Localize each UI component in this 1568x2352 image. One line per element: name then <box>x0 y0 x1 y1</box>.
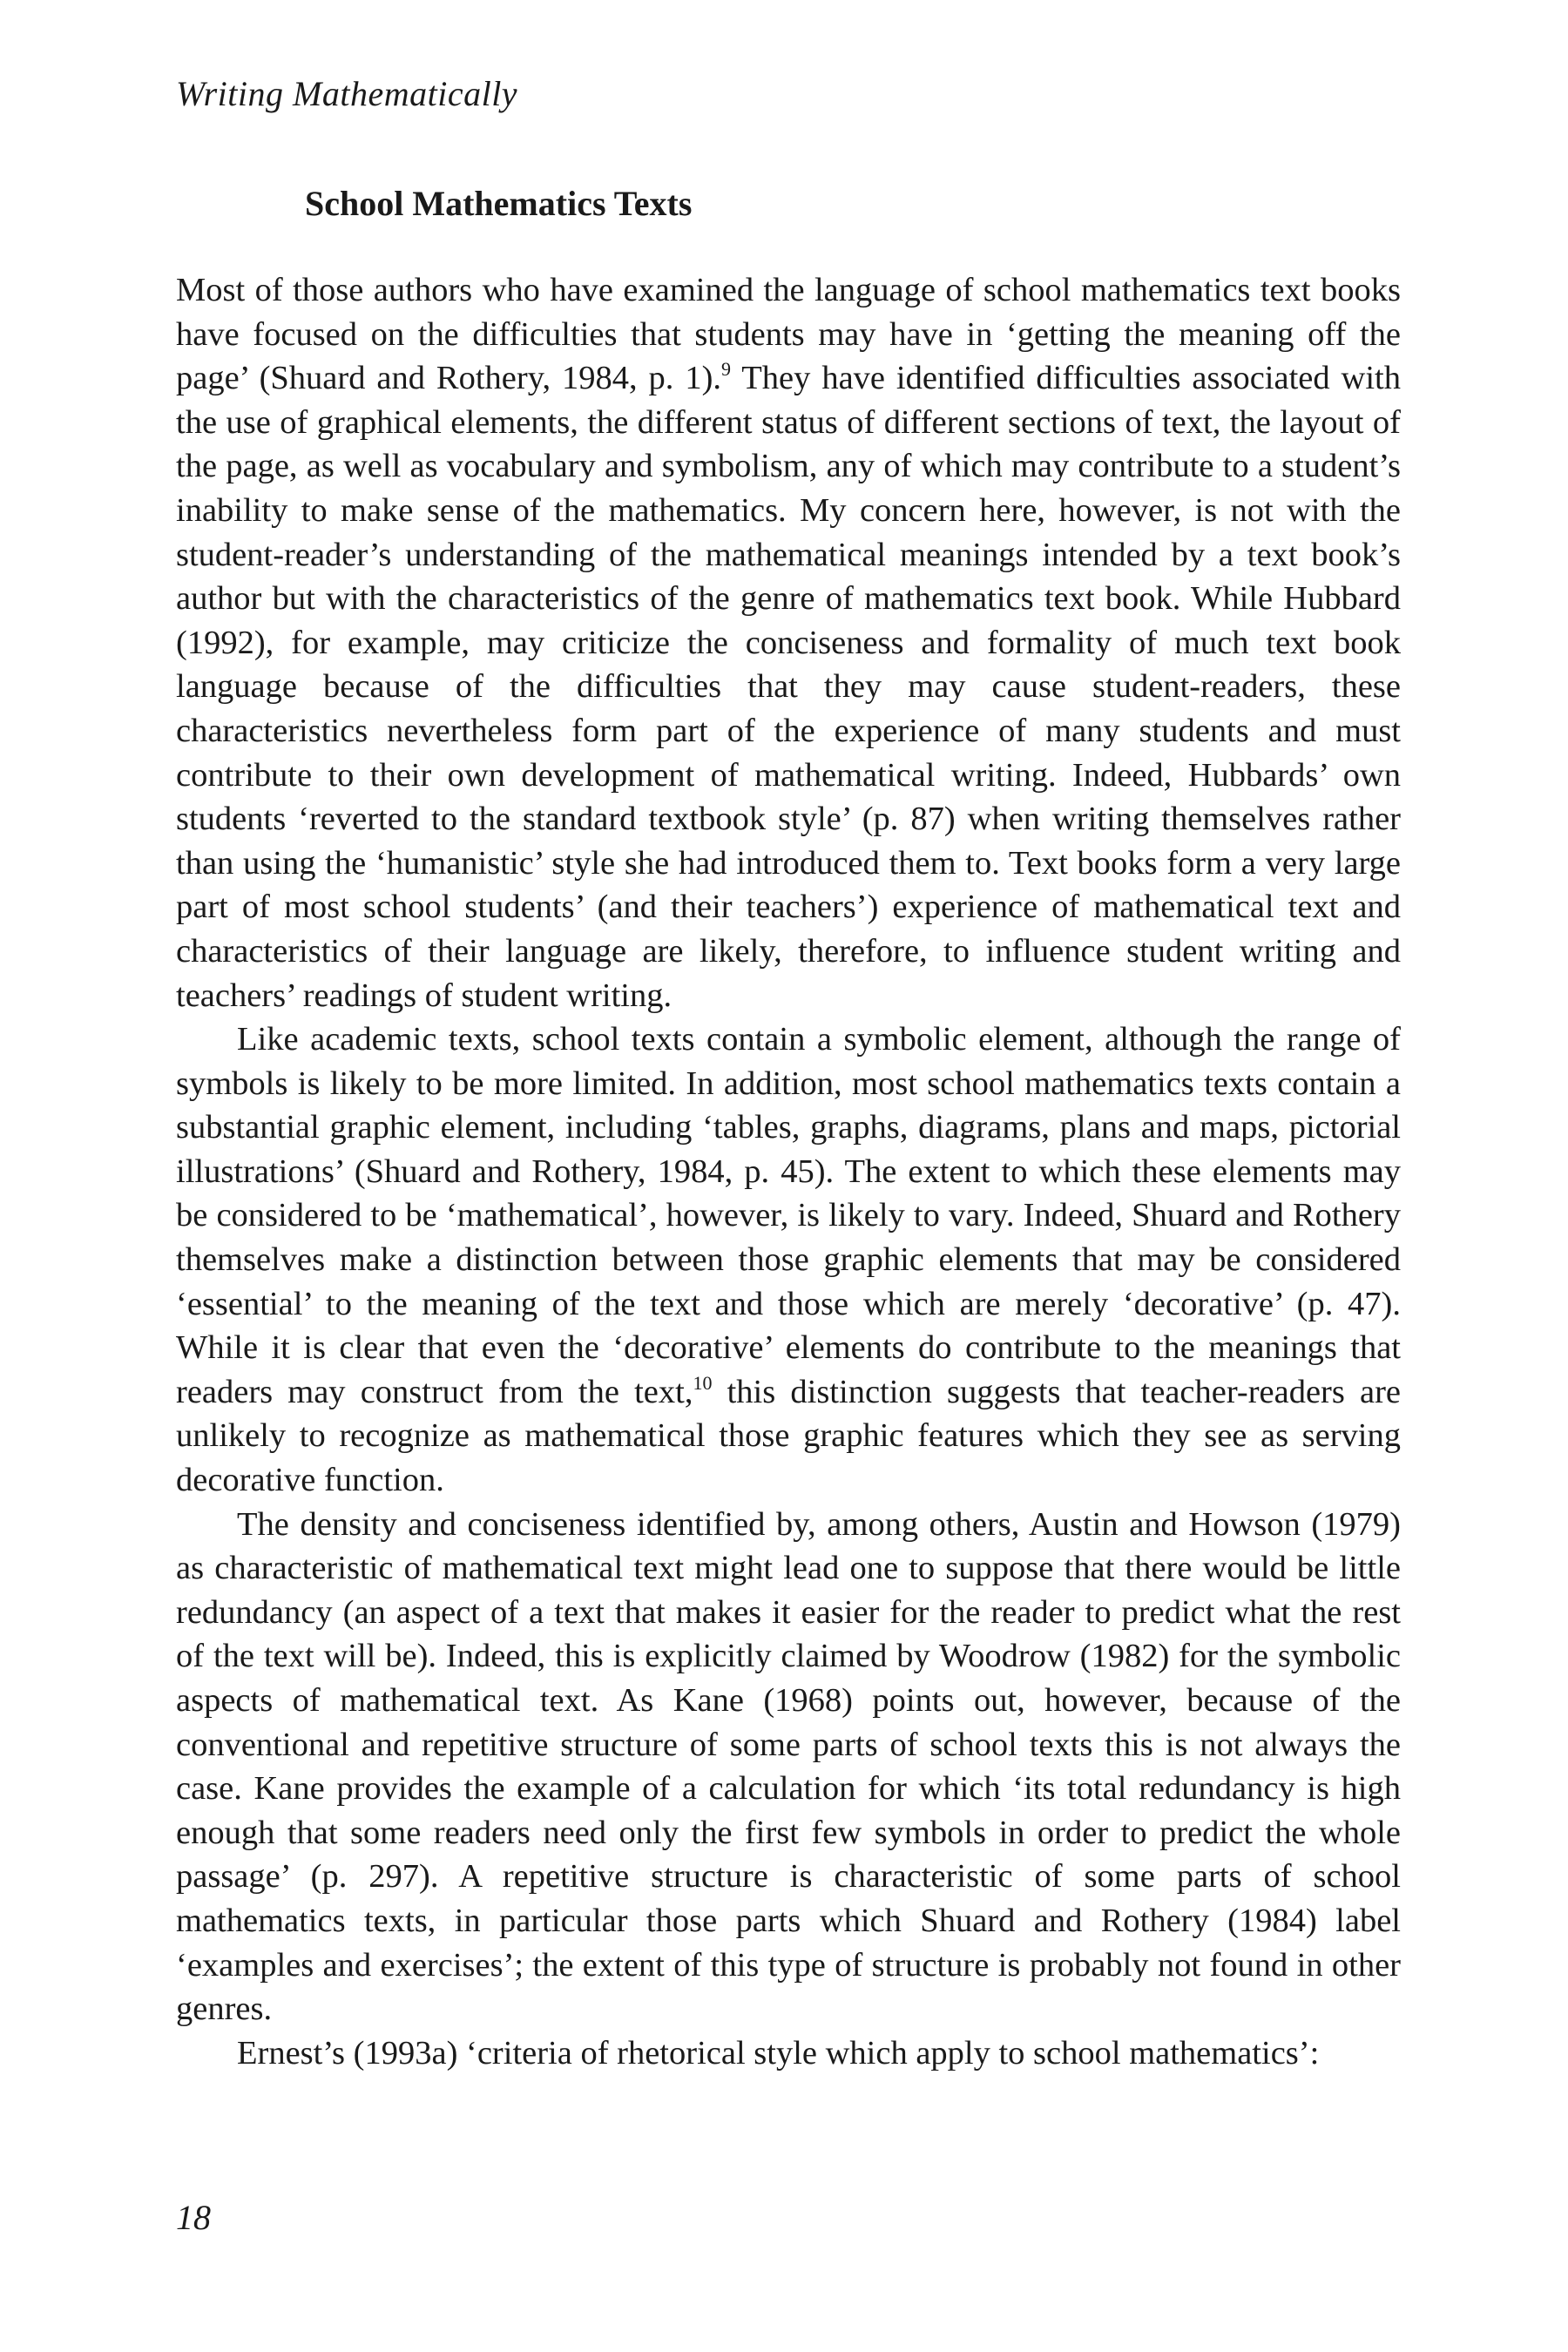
paragraph-1-text-a: Most of those authors who have examined the language of school mathematics text books have focused on the difficulties that students may have in ‘getting the meaning off the page’ (Shuard and Rothery, 1984, p. 1). <box>176 272 1401 397</box>
paragraph-4: Ernest’s (1993a) ‘criteria of rhetorical style which apply to school mathematics’: <box>237 2034 1320 2072</box>
paragraph-1-text-b: They have identified difficulties associated with the use of graphical elements, the different status of different sections of text, the layout of the page, as well as vocabulary and symbolism, any of which may contribute to a student’s inability to make sense of the mathematics. My concern here, however, is not with the student-reader’s understanding of the mathematical meanings intended by a text book’s author but with the characteristics of the genre of mathematics text book. While Hubbard (1992), for example, may criticize the conciseness and formality of much text book language because of the difficulties that they may cause student-readers, these characteristics nevertheless form part of the experience of many students and must contribute to their own development of mathematical writing. Indeed, Hubbards’ own students ‘reverted to the standard textbook style’ (p. 87) when writing themselves rather than using the ‘humanistic’ style she had introduced them to. Text books form a very large part of most school students’ (and their teachers’) experience of mathematical text and characteristics of their language are likely, therefore, to influence student writing and teachers’ readings of student writing. <box>176 360 1401 1014</box>
paragraph-3: The density and conciseness identified by, among others, Austin and Howson (1979) as characteristic of mathematical text might lead one to suppose that there would be little redundancy (an aspect of a text that makes it easier for the reader to predict what the rest of the text will be). Indeed, this is explicitly claimed by Woodrow (1982) for the symbolic aspects of mathematical text. As Kane (1968) points out, however, because of the conventional and repetitive structure of some parts of school texts this is not always the case. Kane provides the example of a calculation for which ‘its total redundancy is high enough that some readers need only the first few symbols in order to predict the whole passage’ (p. 297). A repetitive structure is characteristic of some parts of school mathematics texts, in particular those parts which Shuard and Rothery (1984) label ‘examples and exercises’; the extent of this type of structure is probably not found in other genres. <box>176 1505 1401 2028</box>
body-text <box>176 268 1401 2075</box>
paragraph-1 <box>176 268 1401 1017</box>
page-number: 18 <box>176 2198 211 2237</box>
paragraph-2-text-a: Like academic texts, school texts contain a symbolic element, although the range of symbols is likely to be more limited. In addition, most school mathematics texts contain a substantial graphic element, including ‘tables, graphs, diagrams, plans and maps, pictorial illustrations’ (Shuard and Rothery, 1984, p. 45). The extent to which these elements may be considered to be ‘mathematical’, however, is likely to vary. Indeed, Shuard and Rothery themselves make a distinction between those graphic elements that may be considered ‘essential’ to the meaning of the text and those which are merely ‘decorative’ (p. 47). While it is clear that even the ‘decorative’ elements do contribute to the meanings that readers may construct from the text, <box>176 1021 1401 1410</box>
paragraph-2-text-b: this distinction suggests that teacher-readers are unlikely to recognize as mathematical those graphic features which they see as serving decorative function. <box>176 1373 1401 1499</box>
running-head: Writing Mathematically <box>176 74 518 113</box>
section-heading: School Mathematics Texts <box>305 184 693 223</box>
footnote-marker-10: 10 <box>693 1371 713 1394</box>
paragraph-2 <box>176 1017 1401 1503</box>
footnote-marker-9: 9 <box>721 358 732 381</box>
